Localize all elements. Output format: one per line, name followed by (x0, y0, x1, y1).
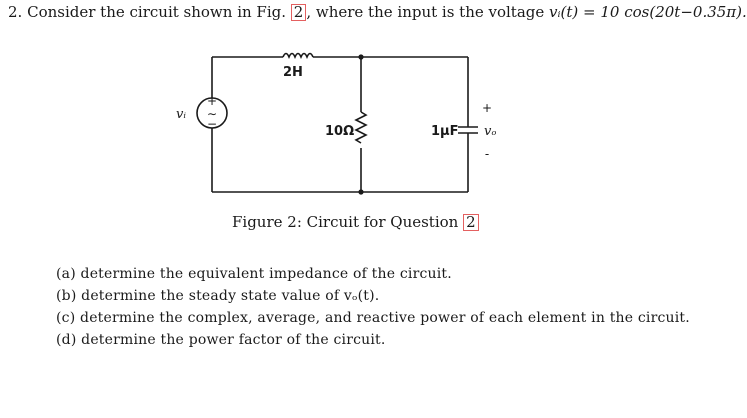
inductor-label: 2H (283, 65, 303, 80)
figure-caption (232, 213, 479, 231)
inductor-symbol (283, 54, 313, 58)
figure-reference-link[interactable]: 2 (291, 4, 307, 21)
part-text: determine the complex, average, and reactive power of each element in the circuit. (80, 310, 690, 326)
part-text: determine the steady state value of vₒ(t). (81, 288, 380, 304)
output-label: vₒ (484, 124, 497, 139)
voltage-expression: vᵢ(t) = 10 cos(20t−0.35π). (549, 3, 747, 21)
part-label: (b) (56, 288, 77, 304)
junction-dot-bottom (358, 189, 363, 194)
question-number: 2. (8, 3, 23, 21)
resistor-label: 10Ω (325, 124, 355, 139)
source-minus-sign: − (206, 117, 218, 131)
caption-question-reference[interactable]: 2 (463, 214, 479, 231)
circuit-wires (212, 54, 478, 193)
output-minus-sign: - (484, 147, 490, 161)
part-text: determine the power factor of the circuit. (81, 332, 386, 348)
caption-text: Figure 2: Circuit for Question (232, 213, 459, 231)
list-item (56, 285, 690, 307)
part-label: (c) (56, 310, 76, 326)
question-text-before: Consider the circuit shown in Fig. (27, 3, 286, 21)
question-text-after: , where the input is the voltage (306, 3, 545, 21)
list-item (56, 263, 690, 285)
part-label: (a) (56, 266, 76, 282)
part-label: (d) (56, 332, 77, 348)
resistor-symbol (356, 112, 366, 143)
output-plus-sign: + (481, 101, 493, 115)
junction-dot-top (358, 54, 363, 59)
list-item (56, 307, 690, 329)
part-text: determine the equivalent impedance of the circuit. (80, 266, 452, 282)
source-label: vᵢ (176, 107, 186, 122)
question-parts-list (56, 263, 690, 351)
capacitor-label: 1μF (431, 124, 459, 139)
source-ac-symbol: ∼ (206, 107, 218, 121)
list-item (56, 329, 690, 351)
source-plus-sign: + (206, 94, 218, 108)
